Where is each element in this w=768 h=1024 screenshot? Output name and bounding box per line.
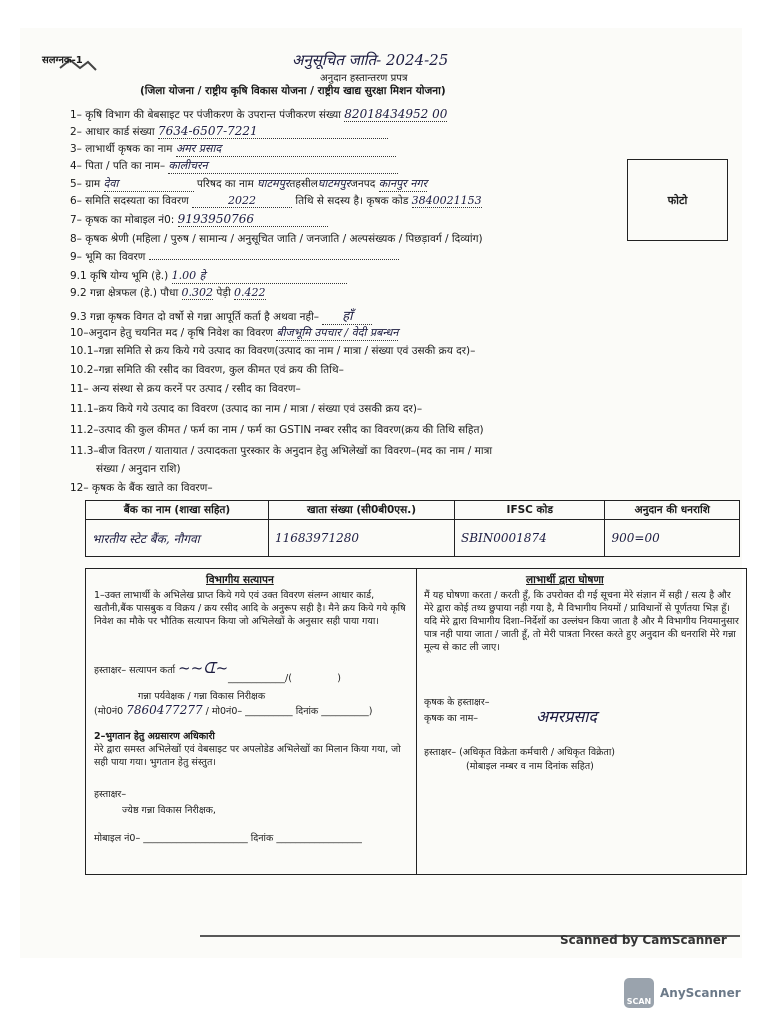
field-2-value: 7634-6507-7221 [158,124,388,139]
left-p2-mobile-row: मोबाइल नं0– ______________________ दिनांक __________________ [94,833,362,844]
field-3-label: 3– लाभार्थी कृषक का नाम [70,143,173,155]
field-10-1: 10.1–गन्ना समिति से क्रय किये गये उत्पाद का विवरण(उत्पाद का नाम / मात्रा / संख्या एवं उसकी क्रय दर)– [70,345,476,357]
left-mobile2-label: / मो0नं0– [205,706,243,717]
field-10-2: 10.2–गन्ना समिति की रसीद का विवरण, कुल कीमत एवं क्रय की तिथि– [70,364,344,376]
field-2 [70,124,388,139]
left-role: गन्ना पर्यवेक्षक / गन्ना विकास निरीक्षक [138,691,266,702]
field-11-1: 11.1–क्रय किये गये उत्पाद का विवरण (उत्पाद का नाम / मात्रा / संख्या एवं उसकी क्रय दर)– [70,403,423,415]
field-5-label-parishad: परिषद का नाम [196,178,254,190]
field-9-2 [70,286,266,300]
field-6-value: 2022 [192,194,292,208]
anyscanner-text: AnyScanner [660,986,741,1000]
field-5-district: कानपुर नगर [378,177,428,190]
table-row [86,520,740,557]
left-p2-role: ज्येष्ठ गन्ना विकास निरीक्षक, [122,805,216,816]
field-9-2-plant: 0.302 [181,286,214,299]
field-9-3-value: हाँ [322,306,372,325]
field-10-value: बीजभूमि उपचार / वेदी प्रबन्धन [276,326,399,339]
field-9-2-label: 9.2 गन्ना क्षेत्रफल (हे.) पौधा [70,287,179,299]
field-9-1-label: 9.1 कृषि योग्य भूमि (हे.) [70,270,169,282]
field-11-2: 11.2–उत्पाद की कुल कीमत / फर्म का नाम / फर्म का GSTIN नम्बर रसीद का विवरण(क्रय की तिथि सहित) [70,424,484,436]
scheme-line: (जिला योजना / राष्ट्रीय कृषि विकास योजना / राष्ट्रीय खाद्य सुरक्षा मिशन योजना) [140,85,446,97]
right-auth-sub: (मोबाइल नम्बर व नाम दिनांक सहित) [466,761,594,772]
table-header: अनुदान की धनराशि [605,501,740,520]
field-10-label: 10–अनुदान हेतु चयनित मद / कृषि निवेश का विवरण [70,327,273,339]
anyscanner-badge [624,978,741,1008]
photo-label: फोटो [667,193,688,207]
field-11: 11– अन्य संस्था से क्रय करनें पर उत्पाद / रसीद का विवरण– [70,383,301,395]
field-1-label: 1– कृषि विभाग की बेबसाइट पर पंजीकरण के उपरान्त पंजीकरण संख्या [70,109,341,121]
field-6 [70,194,482,208]
form-title: अनुसूचित जाति- 2024-25 [292,51,449,69]
field-3-value: अमर प्रसाद [176,141,396,157]
right-name-label: कृषक का नाम– [424,713,479,724]
field-1-value: 82018434952 00 [344,107,448,121]
field-5-parishad: घाटमपुर [257,177,290,190]
field-9-blank [149,259,399,260]
field-3 [70,141,396,157]
section-divider [416,569,417,874]
document-sheet [20,28,742,958]
field-5-label-village: 5– ग्राम [70,178,101,190]
field-5-label-tehsil: तहसील [289,178,318,190]
field-9-1-value: 1.00 हे [172,268,347,284]
field-4-label: 4– पिता / पति का नाम– [70,160,166,172]
left-p2-sign: हस्ताक्षर– [94,789,127,800]
field-4-value: कालीचरन [168,158,398,174]
right-box-title: लाभार्थी द्वारा घोषणा [526,574,604,586]
table-header: बैंक का नाम (शाखा सहित) [86,501,269,520]
left-box-paragraph: 1–उक्त लाभार्थी के अभिलेख प्राप्त किये गये एवं उक्त विवरण संलग्न आधार कार्ड, खतौनी,बैंक पासबुक व विक्रय / क्रय रसीद आदि के अनुरूप सही है। मैने क्रय किये गये कृषि निवेश का मौके पर भौतिक सत्यापन किया जो अभिलेखों के अनुसार सही पाया गया। [94,590,406,627]
bank-details-table [85,500,740,557]
officer-signature: ~~ᗭ~ [178,659,229,677]
field-12: 12– कृषक के बैंक खाते का विवरण– [70,482,213,494]
field-11-3: 11.3–बीज वितरण / यातायात / उत्पादकता पुरस्कार के अनुदान हेतु अभिलेखों का विवरण–(मद का नाम / मात्रा [70,445,493,457]
field-5-tehsil: घाटमपुर [317,177,351,190]
photo-box [627,159,728,241]
ifsc-cell: SBIN0001874 [454,520,605,557]
left-sign-label: हस्ताक्षर– सत्यापन कर्ता [94,665,176,676]
field-6-mid: तिथि से सदस्य है। कृषक कोड [295,195,409,207]
table-header: IFSC कोड [454,501,605,520]
bank-name-cell: भारतीय स्टेट बैंक, नौगवा [86,520,269,557]
right-box-paragraph: मैं यह घोषणा करता / करती हूँ, कि उपरोक्त दी गई सूचना मेरे संज्ञान में सही / सत्य है और मेरे द्वारा कोई तथ्य छुपाया नही गया है, मै विभागीय नियमों / प्राविधानों से पूर्णतया भिज्ञ हूँ। यदि मेरे द्वारा विभागीय दिशा–निर्देशों का उल्लंघन किया जाता है और मै विभागीय नियमानुसार पात्र नही पाया जाता / जाती हूँ, तो मेरी पात्रता निरस्त करते हुए अनुदान की धनराशि मेरे गन्ना मूल्य से काट ली जाए। [424,590,739,653]
annexure-label: सलग्नक-1 [42,55,83,66]
table-header-row [86,501,740,520]
camscanner-watermark: Scanned by CamScanner [560,933,727,947]
field-9-1 [70,268,347,284]
field-9-3 [70,306,372,325]
left-p2-title: 2–भुगतान हेतु अग्रसारण अधिकारी [94,731,215,742]
table-header: खाता संख्या (सी0बी0एस.) [269,501,455,520]
field-4 [70,158,398,174]
field-9-2-mid: पेड़ी [216,287,231,299]
verification-section [85,568,747,875]
right-auth-label: हस्ताक्षर– (अधिकृत विक्रेता कर्मचारी / अधिकृत विक्रेता) [424,747,615,758]
field-5 [70,176,427,192]
field-2-label: 2– आधार कार्ड संख्या [70,126,155,138]
left-sign-line: ____________/( ) [228,673,341,684]
left-p2-date-label: दिनांक [250,833,274,844]
left-p2-text: मेरे द्वारा समस्त अभिलेखों एवं वेबसाइट पर अपलोडेड अभिलेखों का मिलान किया गया, जो सही पाया गया। भुगतान हेतु संस्तुत। [94,744,401,768]
field-7 [70,212,328,227]
field-9-label: 9– भूमि का विवरण [70,251,146,263]
account-number-cell: 11683971280 [269,520,455,557]
field-7-value: 9193950766 [178,212,328,227]
form-subtitle: अनुदान हस्तान्तरण प्रपत्र [320,73,408,84]
farmer-signature: अमरप्रसाद [536,707,597,726]
field-6-code: 3840021153 [411,194,482,207]
amount-cell: 900=00 [605,520,740,557]
field-11-3-cont: संख्या / अनुदान राशि) [96,463,181,475]
left-mobile-row: (मो0नं0 7860477277 / मो0नं0– __________ दिनांक __________) [94,703,373,717]
field-5-label-district: जनपद [350,178,376,190]
left-mobile-value: 7860477277 [126,703,203,717]
left-box-title: विभागीय सत्यापन [206,574,274,586]
field-7-label: 7– कृषक का मोबाइल नं0: [70,214,175,226]
field-9-2-ratoon: 0.422 [234,286,266,299]
left-date-label: दिनांक [295,706,319,717]
right-sign-label: कृषक के हस्ताक्षर– [424,697,490,708]
field-6-label: 6– समिति सदस्यता का विवरण [70,195,189,207]
left-p2-mobile-label: मोबाइल नं0– [94,833,141,844]
field-9-3-label: 9.3 गन्ना कृषक विगत दो वर्षो से गन्ना आपूर्ति कर्ता है अथवा नही– [70,311,320,323]
field-10 [70,325,398,341]
field-8: 8– कृषक श्रेणी (महिला / पुरुष / सामान्य / अनुसूचित जाति / जनजाति / अल्पसंख्यक / पिछड़ावर्ग / दिव्यांग) [70,233,483,245]
left-mobile-label: (मो0नं0 [94,706,124,717]
field-5-village: देवा [104,176,194,192]
field-1 [70,107,447,122]
field-9 [70,250,399,264]
scan-logo-icon: SCAN [624,978,654,1008]
